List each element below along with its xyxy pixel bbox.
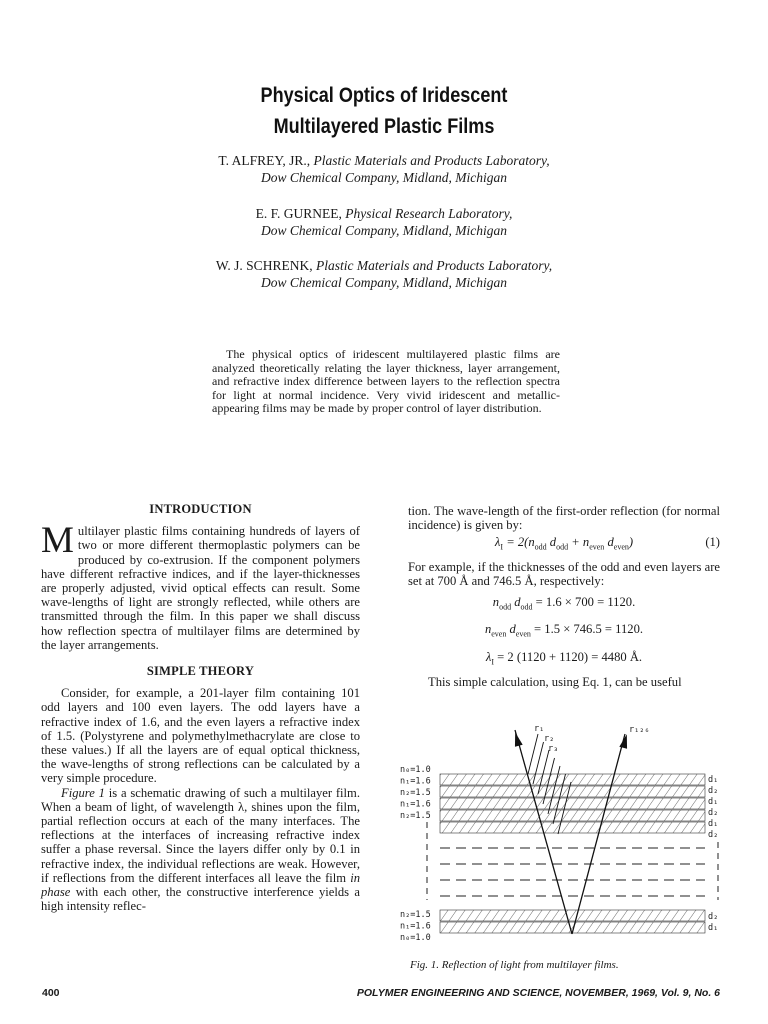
- top-layer-stack: [440, 774, 705, 833]
- title-line-2: Multilayered Plastic Films: [273, 115, 495, 138]
- example-paragraph: For example, if the thicknesses of the odd and even layers are set at 700 Å and 746.5 Å, respectively:: [408, 560, 720, 589]
- thickness-labels: [708, 775, 718, 933]
- refractive-index-label: n₂=1.5: [400, 910, 431, 920]
- author-affiliation: Plastic Materials and Products Laboratory,: [313, 153, 550, 168]
- dashed-layers: [440, 848, 705, 896]
- eq2-part: d: [511, 594, 521, 609]
- author-institution: Dow Chemical Company, Midland, Michigan: [261, 275, 507, 290]
- refractive-index-label: n₂=1.5: [400, 788, 431, 798]
- theory-text-a: is a schematic drawing of such a multilayer film. When a beam of light, of wavelength λ, shines upon the film, partial reflection occurs at each of the many interfaces. The reflections at the interfaces of increasing refractive index suffer a phase reversal. Since the layers differ only by 0.1 in refractive index, the individual reflections are weak. However, if reflections from the different interfaces all leave the film: [41, 785, 360, 885]
- author-block-2: [0, 205, 768, 239]
- eq4-part: λ: [485, 649, 492, 664]
- page-number: 400: [42, 987, 60, 999]
- layer-thickness-label: d₁: [708, 775, 719, 785]
- layer-thickness-label: d₂: [708, 830, 719, 840]
- hatched-layer: [440, 910, 705, 921]
- multilayer-diagram: [400, 722, 720, 952]
- hatched-layer: [440, 798, 705, 809]
- refractive-index-label: n₁=1.6: [400, 799, 431, 810]
- figure-1: [400, 722, 720, 952]
- refractive-index-label: n₁=1.6: [400, 776, 431, 787]
- arrow-head-icon: [511, 731, 522, 747]
- eq3-part: d: [506, 622, 516, 637]
- theory-paragraph-2: [41, 786, 360, 914]
- journal-citation: POLYMER ENGINEERING AND SCIENCE, NOVEMBER, 1969, Vol. 9, No. 6: [356, 987, 720, 999]
- eq1-part: ): [628, 535, 634, 550]
- eq4-part: = 2 (1120 + 1120) = 4480 Å.: [494, 649, 643, 664]
- figure-reference: Figure 1: [61, 785, 105, 800]
- ray-label-r1: r₁: [534, 724, 545, 734]
- partial-reflection-ray: [528, 734, 538, 774]
- theory-text-b: with each other, the constructive interference yields a high intensity reflec-: [41, 885, 360, 914]
- introduction-paragraph: [41, 520, 360, 652]
- eq4-sub: I: [491, 657, 495, 667]
- layer-thickness-label: d₂: [708, 912, 719, 922]
- section-heading-simple-theory: SIMPLE THEORY: [146, 664, 255, 679]
- paper-title: [54, 80, 714, 142]
- layer-thickness-label: d₂: [708, 808, 719, 818]
- section-heading-introduction: INTRODUCTION: [149, 502, 252, 516]
- right-column: [408, 504, 720, 689]
- abstract: The physical optics of iridescent multilayered plastic films are analyzed theoretically relating the layer thickness, layer arrangement, and refractive index difference between layers to the reflection spectra for light at normal incidence. Very vivid iridescent and metallic-appearing films may be made by proper control of layer distribution.: [212, 347, 560, 416]
- eq2-part: = 1.6 × 700 = 1120.: [532, 594, 636, 609]
- layer-thickness-label: d₁: [708, 797, 719, 807]
- emphasis-in-phase: in phase: [41, 870, 360, 900]
- author-affiliation: Physical Research Laboratory,: [345, 206, 513, 221]
- eq1-part: d: [604, 535, 614, 550]
- eq1-part: d: [546, 535, 557, 550]
- page-footer: [42, 987, 720, 1003]
- refractive-index-label: n₂=1.5: [400, 811, 431, 821]
- refractive-index-label: n₀=1.0: [400, 765, 431, 775]
- eq3-part: = 1.5 × 746.5 = 1120.: [530, 622, 644, 637]
- eq2-part: n: [492, 594, 500, 609]
- equation-number: (1): [705, 535, 720, 550]
- eq1-sub: I: [500, 542, 504, 552]
- eq2-sub: odd: [520, 602, 533, 612]
- author-institution: Dow Chemical Company, Midland, Michigan: [261, 223, 507, 238]
- bottom-layer-stack: [440, 910, 705, 933]
- eq1-part: + n: [568, 535, 590, 550]
- final-paragraph: This simple calculation, using Eq. 1, can be useful: [428, 674, 682, 689]
- equation-1: [408, 535, 720, 555]
- equation-4: [408, 650, 720, 670]
- figure-caption: Fig. 1. Reflection of light from multilayer films.: [410, 959, 619, 971]
- layer-thickness-label: d₁: [708, 923, 719, 933]
- refractive-index-label: n₁=1.6: [400, 921, 431, 932]
- eq3-sub: even: [515, 629, 531, 639]
- hatched-layer: [440, 774, 705, 785]
- eq2-sub: odd: [499, 602, 512, 612]
- drop-cap: M: [41, 520, 74, 562]
- right-continuation: tion. The wave-length of the first-order reflection (for normal incidence) is given by:: [408, 504, 720, 533]
- author-name: E. F. GURNEE,: [255, 206, 342, 221]
- author-block-1: [0, 152, 768, 186]
- hatched-layer: [440, 786, 705, 797]
- eq1-sub: odd: [556, 542, 569, 552]
- refractive-index-label: n₀=1.0: [400, 933, 431, 943]
- hatched-layer: [440, 810, 705, 821]
- theory-paragraph-1: Consider, for example, a 201-layer film containing 101 odd layers and 100 even layers. The odd layers have a refractive index of 1.6, and the even layers a refractive index of 1.5. (Polystyrene and polymethylmethacrylate are close to these values.) If all the layers are of equal optical thickness, the wave-lengths of strong reflections can be calculated by a very simple procedure.: [41, 686, 360, 786]
- author-institution: Dow Chemical Company, Midland, Michigan: [261, 170, 507, 185]
- ray-label-r2: r₂: [544, 734, 555, 744]
- eq3-part: n: [484, 622, 492, 637]
- author-block-3: [0, 257, 768, 291]
- eq1-sub: odd: [534, 542, 547, 552]
- layer-thickness-label: d₁: [708, 819, 719, 829]
- equation-3: [408, 622, 720, 642]
- equation-2: [408, 595, 720, 615]
- eq1-part: = 2(n: [503, 535, 535, 550]
- title-line-1: Physical Optics of Iridescent: [260, 84, 508, 107]
- reflected-ray-126: [572, 734, 625, 934]
- eq1-sub: even: [613, 542, 629, 552]
- eq3-sub: even: [491, 629, 507, 639]
- ray-label-r126: r₁₂₆: [629, 725, 650, 735]
- eq1-sub: even: [589, 542, 605, 552]
- author-name: T. ALFREY, JR.,: [218, 153, 311, 168]
- author-affiliation: Plastic Materials and Products Laboratory,: [315, 258, 553, 273]
- author-name: W. J. SCHRENK,: [215, 258, 313, 273]
- introduction-text: ultilayer plastic films containing hundreds of layers of two or more different thermoplastic polymers can be produced by co-extrusion. If the component polymers have different refractive indices, and if the layer-thicknesses are properly adjusted, vivid optical effects can result. Some wave-lengths of light are strongly reflected, while others are transmitted through the film. In this paper we shall discuss how reflection spectra of multilayer films are determined by the layer arrangements.: [41, 524, 360, 652]
- hatched-layer: [440, 822, 705, 833]
- ray-label-r3: r₃: [548, 744, 559, 754]
- left-column: [41, 502, 360, 913]
- eq1-lambda: λ: [494, 535, 501, 550]
- refractive-index-labels: [400, 765, 431, 943]
- layer-thickness-label: d₂: [708, 786, 719, 796]
